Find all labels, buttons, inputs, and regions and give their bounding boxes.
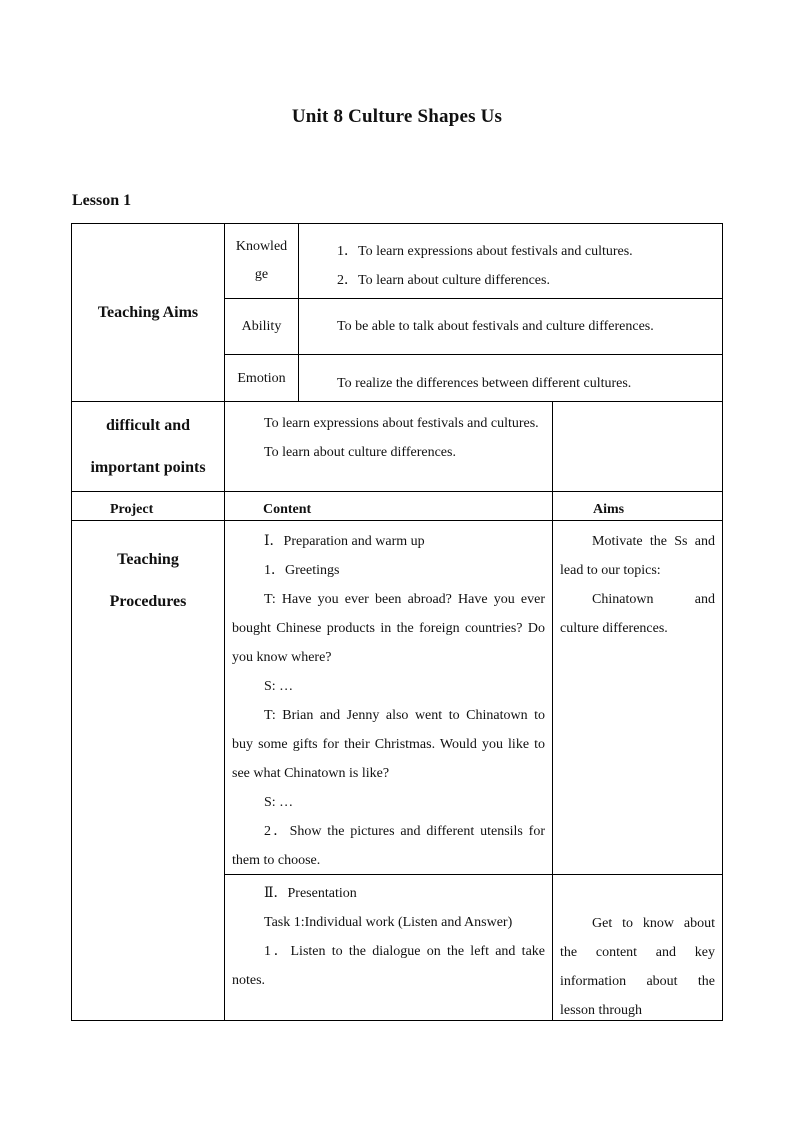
procedures-section1-aims-cell: [552, 520, 723, 875]
procedures-label-line1: Teaching: [117, 551, 179, 568]
knowledge-label-cell: [224, 223, 299, 299]
section1-line: T: Brian and Jenny also went to Chinatown to buy some gifts for their Christmas. Would you like to see what Chinatown is like?: [232, 708, 545, 781]
points-label-line1: difficult and: [105, 416, 190, 434]
section1-line: 1．Greetings: [264, 563, 340, 578]
procedures-label-cell: [71, 520, 225, 1021]
ability-label-cell: [224, 298, 299, 355]
ability-label: Ability: [241, 319, 282, 334]
document-title: Unit 8 Culture Shapes Us: [291, 106, 503, 127]
knowledge-item: 1．To learn expressions about festivals and cultures.: [337, 244, 633, 259]
content-header-cell: [224, 491, 553, 521]
ability-content-cell: [298, 298, 723, 355]
knowledge-label-part2: ge: [254, 267, 269, 282]
section1-line: T: Have you ever been abroad? Have you ever bought Chinese products in the foreign countries? Do you know where?: [232, 592, 545, 665]
content-header: Content: [263, 502, 312, 517]
points-aims-cell: [552, 401, 723, 492]
procedures-section2-aims-cell: [552, 874, 723, 1021]
aims-header: Aims: [593, 502, 625, 517]
points-line: To learn about culture differences.: [264, 445, 456, 460]
procedures-label-line2: Procedures: [109, 593, 187, 610]
emotion-label: Emotion: [237, 370, 286, 386]
ability-text: To be able to talk about festivals and culture differences.: [337, 319, 654, 334]
section2-heading: Ⅱ．Presentation: [264, 886, 357, 901]
knowledge-label-part1: Knowled: [235, 239, 288, 254]
knowledge-item: 2．To learn about culture differences.: [337, 273, 550, 288]
procedures-section1-cell: [224, 520, 553, 875]
lesson-heading: Lesson 1: [72, 192, 132, 209]
section1-aim: Chinatown and culture differences.: [560, 592, 715, 636]
section2-line: 1．Listen to the dialogue on the left and take notes.: [232, 944, 545, 988]
teaching-aims-label: Teaching Aims: [97, 304, 199, 321]
procedures-section2-cell: [224, 874, 553, 1021]
emotion-text: To realize the differences between different cultures.: [337, 376, 632, 391]
section1-heading: Ⅰ．Preparation and warm up: [264, 534, 425, 549]
section1-line: S: …: [264, 795, 294, 810]
section2-line: Task 1:Individual work (Listen and Answer): [264, 915, 513, 930]
knowledge-content-cell: [298, 223, 723, 299]
section2-aim: Get to know about the content and key information about the lesson through: [560, 916, 715, 1018]
emotion-content-cell: [298, 354, 723, 402]
points-line: To learn expressions about festivals and cultures.: [264, 416, 539, 431]
project-header-cell: [71, 491, 225, 521]
aims-header-cell: [552, 491, 723, 521]
teaching-aims-label-cell: [71, 223, 225, 402]
section1-line: 2．Show the pictures and different utensils for them to choose.: [232, 824, 545, 868]
points-label-cell: [71, 401, 225, 492]
project-header: Project: [110, 502, 154, 517]
section1-line: S: …: [264, 679, 294, 694]
points-content-cell: [224, 401, 553, 492]
section1-aim: Motivate the Ss and lead to our topics:: [560, 534, 715, 578]
points-label-line2: important points: [90, 458, 206, 476]
emotion-label-cell: [224, 354, 299, 402]
